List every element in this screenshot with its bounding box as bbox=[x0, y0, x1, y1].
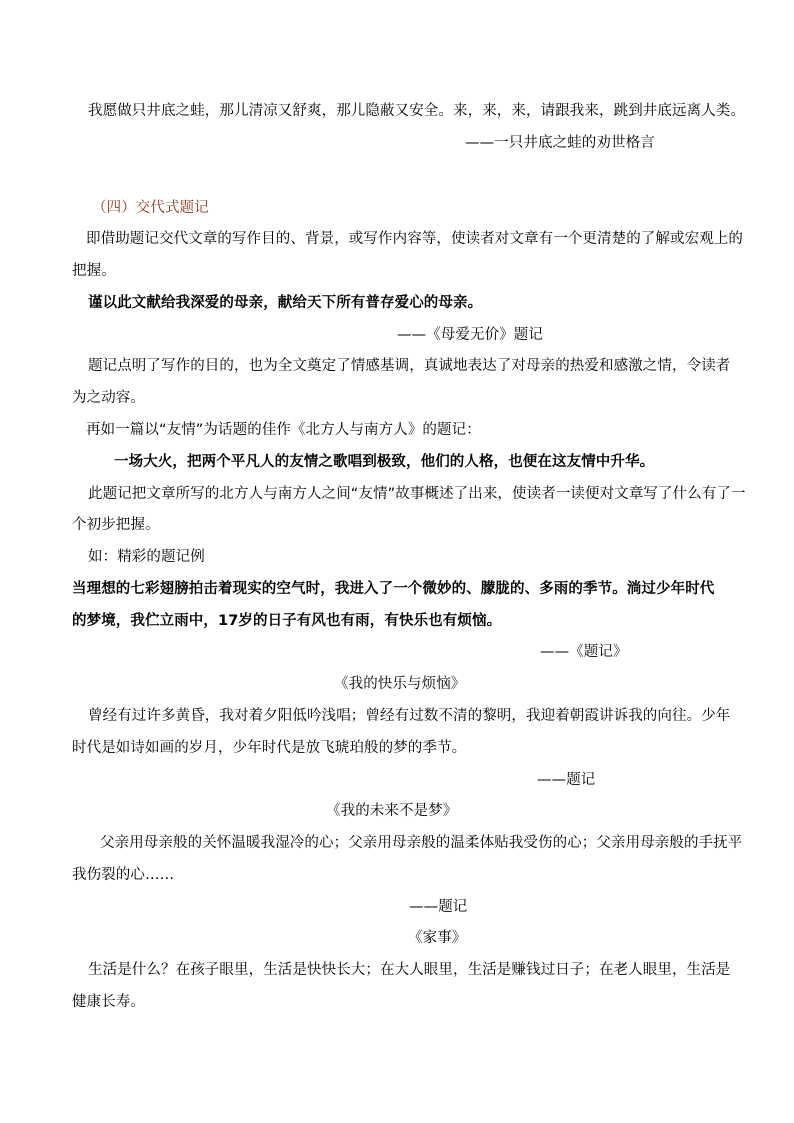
future-source: ——题记 bbox=[409, 899, 468, 915]
family-line-2: 健康长寿。 bbox=[72, 994, 145, 1010]
section-title: （四）交代式题记 bbox=[92, 200, 209, 216]
youth-line-1: 当理想的七彩翅膀拍击着现实的空气时，我进入了一个微妙的、朦胧的、多雨的季节。淌过少年时代 bbox=[72, 581, 715, 597]
friend-intro: 再如一篇以“友情”为话题的佳作《北方人与南方人》的题记： bbox=[86, 422, 481, 438]
happy-line-1: 曾经有过许多黄昏，我对着夕阳低吟浅唱；曾经有过数不清的黎明，我迎着朝霞讲诉我的向往。少年 bbox=[88, 708, 731, 724]
frog-quote: 我愿做只井底之蛙，那儿清凉又舒爽，那儿隐蔽又安全。来，来，来，请跟我来，跳到井底远离人类。 bbox=[88, 103, 745, 119]
intro-line-1: 即借助题记交代文章的写作目的、背景，或写作内容等，使读者对文章有一个更清楚的了解或宏观上的 bbox=[86, 231, 743, 247]
mother-comment-line-2: 为之动容。 bbox=[72, 390, 145, 406]
mother-quote-source: ——《母爱无价》题记 bbox=[397, 327, 543, 343]
title-happy: 《我的快乐与烦恼》 bbox=[334, 676, 466, 692]
future-line-1: 父亲用母亲般的关怀温暖我湿冷的心；父亲用母亲般的温柔体贴我受伤的心；父亲用母亲般的手抚平 bbox=[100, 835, 743, 851]
example-label: 如：精彩的题记例 bbox=[88, 549, 205, 565]
friend-quote: 一场大火，把两个平凡人的友情之歌唱到极致，他们的人格，也便在这友情中升华。 bbox=[114, 454, 655, 470]
mother-comment-line-1: 题记点明了写作的目的，也为全文奠定了情感基调，真诚地表达了对母亲的热爱和感激之情，令读者 bbox=[88, 358, 731, 374]
friend-comment-line-1: 此题记把文章所写的北方人与南方人之间“友情”故事概述了出来，使读者一读便对文章写了什么有了一 bbox=[88, 486, 746, 502]
youth-line-2: 的梦境，我伫立雨中，17岁的日子有风也有雨，有快乐也有烦恼。 bbox=[72, 613, 502, 629]
title-family: 《家事》 bbox=[408, 930, 467, 946]
frog-quote-source: ——一只井底之蛙的劝世格言 bbox=[465, 135, 655, 151]
future-line-2: 我伤裂的心…… bbox=[72, 867, 175, 883]
happy-line-2: 时代是如诗如画的岁月，少年时代是放飞琥珀般的梦的季节。 bbox=[72, 740, 467, 756]
friend-comment-line-2: 个初步把握。 bbox=[72, 517, 160, 533]
youth-source: ——《题记》 bbox=[540, 644, 628, 660]
intro-line-2: 把握。 bbox=[72, 263, 116, 279]
happy-source: ——题记 bbox=[537, 772, 596, 788]
mother-quote: 谨以此文献给我深爱的母亲，献给天下所有普存爱心的母亲。 bbox=[88, 295, 483, 311]
family-line-1: 生活是什么？在孩子眼里，生活是快快长大；在大人眼里，生活是赚钱过日子；在老人眼里，生活是 bbox=[88, 962, 731, 978]
title-future: 《我的未来不是梦》 bbox=[326, 803, 458, 819]
